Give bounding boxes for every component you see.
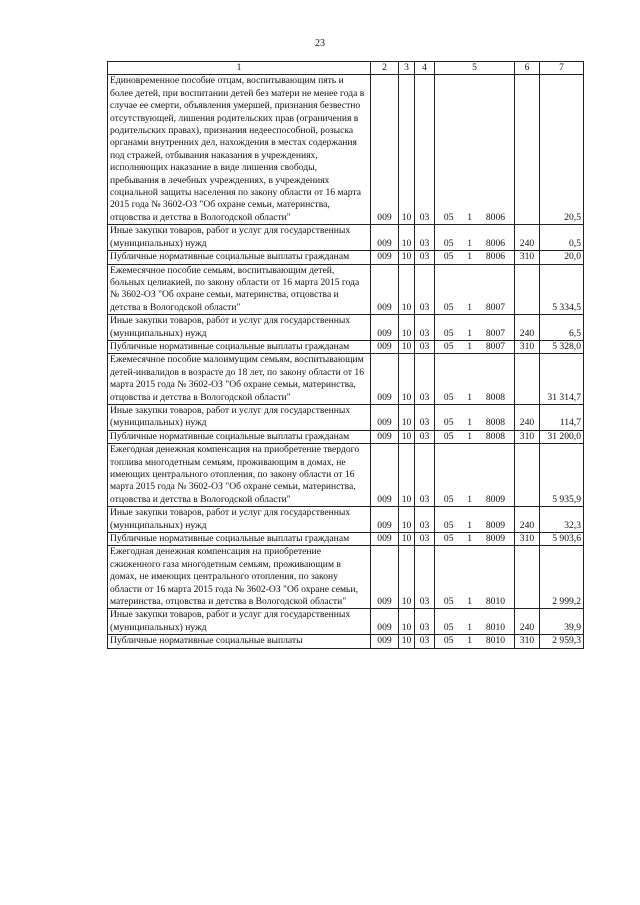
row-description: Ежегодная денежная компенсация на приобретение сжиженного газа многодетным семьям, проживающим в домах, не имеющих центрального отопления, по закону области от 16 марта 2015 года № 3602-ОЗ "Об охране семьи, материнства, отцовства и детства в Вологодской области" xyxy=(108,546,371,609)
table-row xyxy=(108,533,584,546)
section-code: 10 xyxy=(399,533,415,546)
section-code: 10 xyxy=(399,404,415,430)
expense-type-code: 310 xyxy=(515,340,540,353)
row-description: Ежегодная денежная компенсация на приобретение твердого топлива многодетным семьям, проживающим в домах, не имеющих центрального отопления, по закону области от 16 марта 2015 года № 3602-ОЗ "Об охране семьи, материнства, отцовства и детства в Вологодской области" xyxy=(108,444,371,507)
target-article-part: 1 xyxy=(467,211,473,223)
expense-type-code: 240 xyxy=(515,225,540,251)
target-article-code xyxy=(435,404,515,430)
target-article-part: 8007 xyxy=(485,327,506,339)
section-code: 10 xyxy=(399,264,415,315)
target-article-code xyxy=(435,354,515,405)
target-article-part: 1 xyxy=(467,251,473,263)
amount-value: 0,5 xyxy=(540,225,584,251)
subsection-code: 03 xyxy=(415,340,435,353)
expense-type-code: 310 xyxy=(515,430,540,443)
table-row xyxy=(108,430,584,443)
subsection-code: 03 xyxy=(415,507,435,533)
table-row xyxy=(108,75,584,225)
target-article-part: 05 xyxy=(443,237,454,249)
target-article-part: 1 xyxy=(467,596,473,608)
target-article-part: 1 xyxy=(467,430,473,442)
target-article-part: 1 xyxy=(467,519,473,531)
target-article-code xyxy=(435,609,515,635)
expense-type-code: 240 xyxy=(515,609,540,635)
target-article-part: 1 xyxy=(467,237,473,249)
target-article-part: 8008 xyxy=(485,391,506,403)
expense-type-code xyxy=(515,444,540,507)
target-article-code xyxy=(435,533,515,546)
target-article-part: 05 xyxy=(443,533,454,545)
header-cell: 7 xyxy=(540,62,584,75)
ministry-code: 009 xyxy=(371,225,399,251)
ministry-code: 009 xyxy=(371,340,399,353)
subsection-code: 03 xyxy=(415,404,435,430)
target-article-part: 1 xyxy=(467,301,473,313)
section-code: 10 xyxy=(399,546,415,609)
amount-value: 114,7 xyxy=(540,404,584,430)
subsection-code: 03 xyxy=(415,75,435,225)
target-article-part: 05 xyxy=(443,391,454,403)
amount-value: 39,9 xyxy=(540,609,584,635)
target-article-part: 05 xyxy=(443,493,454,505)
ministry-code: 009 xyxy=(371,546,399,609)
row-description: Публичные нормативные социальные выплаты гражданам xyxy=(108,251,371,264)
target-article-part: 1 xyxy=(467,340,473,352)
target-article-part: 1 xyxy=(467,493,473,505)
target-article-part: 8009 xyxy=(485,533,506,545)
section-code: 10 xyxy=(399,430,415,443)
ministry-code: 009 xyxy=(371,635,399,648)
table-row xyxy=(108,315,584,341)
target-article-part: 8007 xyxy=(485,340,506,352)
amount-value: 5 328,0 xyxy=(540,340,584,353)
section-code: 10 xyxy=(399,251,415,264)
target-article-part: 1 xyxy=(467,391,473,403)
table-row xyxy=(108,546,584,609)
ministry-code: 009 xyxy=(371,264,399,315)
row-description: Публичные нормативные социальные выплаты гражданам xyxy=(108,430,371,443)
ministry-code: 009 xyxy=(371,533,399,546)
target-article-part: 8008 xyxy=(485,430,506,442)
target-article-part: 05 xyxy=(443,417,454,429)
header-cell: 1 xyxy=(108,62,371,75)
amount-value: 2 959,3 xyxy=(540,635,584,648)
target-article-part: 8010 xyxy=(485,621,506,633)
row-description: Иные закупки товаров, работ и услуг для государственных (муниципальных) нужд xyxy=(108,609,371,635)
table-row xyxy=(108,507,584,533)
amount-value: 2 999,2 xyxy=(540,546,584,609)
ministry-code: 009 xyxy=(371,507,399,533)
target-article-part: 8006 xyxy=(485,251,506,263)
header-cell: 4 xyxy=(415,62,435,75)
expense-type-code xyxy=(515,75,540,225)
amount-value: 6,5 xyxy=(540,315,584,341)
target-article-part: 05 xyxy=(443,621,454,633)
amount-value: 31 314,7 xyxy=(540,354,584,405)
target-article-code xyxy=(435,251,515,264)
table-row xyxy=(108,225,584,251)
target-article-part: 8010 xyxy=(485,596,506,608)
target-article-code xyxy=(435,225,515,251)
budget-table xyxy=(107,61,584,649)
table-row xyxy=(108,404,584,430)
ministry-code: 009 xyxy=(371,75,399,225)
section-code: 10 xyxy=(399,444,415,507)
target-article-part: 05 xyxy=(443,430,454,442)
expense-type-code: 310 xyxy=(515,251,540,264)
target-article-code xyxy=(435,507,515,533)
row-description: Иные закупки товаров, работ и услуг для государственных (муниципальных) нужд xyxy=(108,225,371,251)
target-article-part: 8006 xyxy=(485,237,506,249)
amount-value: 5 903,6 xyxy=(540,533,584,546)
header-cell: 5 xyxy=(435,62,515,75)
section-code: 10 xyxy=(399,609,415,635)
section-code: 10 xyxy=(399,225,415,251)
target-article-code xyxy=(435,264,515,315)
row-description: Ежемесячное пособие малоимущим семьям, воспитывающим детей-инвалидов в возрасте до 18 лет, по закону области от 16 марта 2015 года № 3602-ОЗ "Об охране семьи, материнства, отцовства и детства в Вологодской области" xyxy=(108,354,371,405)
expense-type-code xyxy=(515,546,540,609)
table-row xyxy=(108,340,584,353)
page-number: 23 xyxy=(315,38,325,49)
expense-type-code xyxy=(515,354,540,405)
table-row xyxy=(108,635,584,648)
target-article-part: 05 xyxy=(443,327,454,339)
amount-value: 5 334,5 xyxy=(540,264,584,315)
target-article-part: 1 xyxy=(467,533,473,545)
section-code: 10 xyxy=(399,354,415,405)
target-article-code xyxy=(435,430,515,443)
row-description: Иные закупки товаров, работ и услуг для государственных (муниципальных) нужд xyxy=(108,404,371,430)
ministry-code: 009 xyxy=(371,430,399,443)
amount-value: 31 200,0 xyxy=(540,430,584,443)
subsection-code: 03 xyxy=(415,609,435,635)
expense-type-code: 240 xyxy=(515,404,540,430)
target-article-part: 8008 xyxy=(485,417,506,429)
subsection-code: 03 xyxy=(415,444,435,507)
table-row xyxy=(108,444,584,507)
expense-type-code: 240 xyxy=(515,507,540,533)
subsection-code: 03 xyxy=(415,533,435,546)
target-article-part: 1 xyxy=(467,621,473,633)
target-article-code xyxy=(435,75,515,225)
target-article-part: 8009 xyxy=(485,493,506,505)
row-description: Публичные нормативные социальные выплаты гражданам xyxy=(108,533,371,546)
subsection-code: 03 xyxy=(415,264,435,315)
target-article-part: 05 xyxy=(443,211,454,223)
header-cell: 3 xyxy=(399,62,415,75)
target-article-part: 8009 xyxy=(485,519,506,531)
target-article-part: 05 xyxy=(443,635,454,647)
expense-type-code xyxy=(515,264,540,315)
target-article-part: 05 xyxy=(443,340,454,352)
row-description: Публичные нормативные социальные выплаты гражданам xyxy=(108,340,371,353)
target-article-code xyxy=(435,444,515,507)
ministry-code: 009 xyxy=(371,404,399,430)
expense-type-code: 310 xyxy=(515,635,540,648)
section-code: 10 xyxy=(399,340,415,353)
header-cell: 6 xyxy=(515,62,540,75)
amount-value: 5 935,9 xyxy=(540,444,584,507)
target-article-code xyxy=(435,635,515,648)
expense-type-code: 240 xyxy=(515,315,540,341)
row-description: Ежемесячное пособие семьям, воспитывающим детей, больных целиакией, по закону области от 16 марта 2015 года № 3602-ОЗ "Об охране семьи, материнства, отцовства и детства в Вологодской области" xyxy=(108,264,371,315)
subsection-code: 03 xyxy=(415,546,435,609)
section-code: 10 xyxy=(399,635,415,648)
subsection-code: 03 xyxy=(415,251,435,264)
ministry-code: 009 xyxy=(371,251,399,264)
target-article-part: 8006 xyxy=(485,211,506,223)
header-row xyxy=(108,62,584,75)
subsection-code: 03 xyxy=(415,315,435,341)
target-article-code xyxy=(435,546,515,609)
header-cell: 2 xyxy=(371,62,399,75)
target-article-part: 05 xyxy=(443,301,454,313)
subsection-code: 03 xyxy=(415,354,435,405)
row-description: Публичные нормативные социальные выплаты xyxy=(108,635,371,648)
subsection-code: 03 xyxy=(415,635,435,648)
row-description: Иные закупки товаров, работ и услуг для государственных (муниципальных) нужд xyxy=(108,507,371,533)
section-code: 10 xyxy=(399,507,415,533)
expense-type-code: 310 xyxy=(515,533,540,546)
target-article-part: 05 xyxy=(443,596,454,608)
target-article-part: 8010 xyxy=(485,635,506,647)
ministry-code: 009 xyxy=(371,609,399,635)
section-code: 10 xyxy=(399,315,415,341)
table-row xyxy=(108,251,584,264)
target-article-part: 1 xyxy=(467,327,473,339)
target-article-part: 05 xyxy=(443,251,454,263)
target-article-part: 1 xyxy=(467,417,473,429)
target-article-part: 8007 xyxy=(485,301,506,313)
table-row xyxy=(108,264,584,315)
row-description: Единовременное пособие отцам, воспитывающим пять и более детей, при воспитании детей без матери не менее года в случае ее смерти, объявления умершей, признания безвестно отсутствующей, лишения родительских прав (ограничения в родительских правах), признания недееспособной, розыска органами внутренних дел, нахождения в местах содержания под стражей, отбывания наказания в учреждениях, исполняющих наказание в виде лишения свободы, пребывания в лечебных учреждениях, в учреждениях социальной защиты населения по закону области от 16 марта 2015 года № 3602-ОЗ "Об охране семьи, материнства, отцовства и детства в Вологодской области" xyxy=(108,75,371,225)
amount-value: 32,3 xyxy=(540,507,584,533)
target-article-code xyxy=(435,315,515,341)
target-article-part: 05 xyxy=(443,519,454,531)
amount-value: 20,0 xyxy=(540,251,584,264)
target-article-part: 1 xyxy=(467,635,473,647)
target-article-code xyxy=(435,340,515,353)
subsection-code: 03 xyxy=(415,430,435,443)
amount-value: 20,5 xyxy=(540,75,584,225)
ministry-code: 009 xyxy=(371,444,399,507)
table-row xyxy=(108,609,584,635)
ministry-code: 009 xyxy=(371,315,399,341)
row-description: Иные закупки товаров, работ и услуг для государственных (муниципальных) нужд xyxy=(108,315,371,341)
subsection-code: 03 xyxy=(415,225,435,251)
ministry-code: 009 xyxy=(371,354,399,405)
table-row xyxy=(108,354,584,405)
section-code: 10 xyxy=(399,75,415,225)
